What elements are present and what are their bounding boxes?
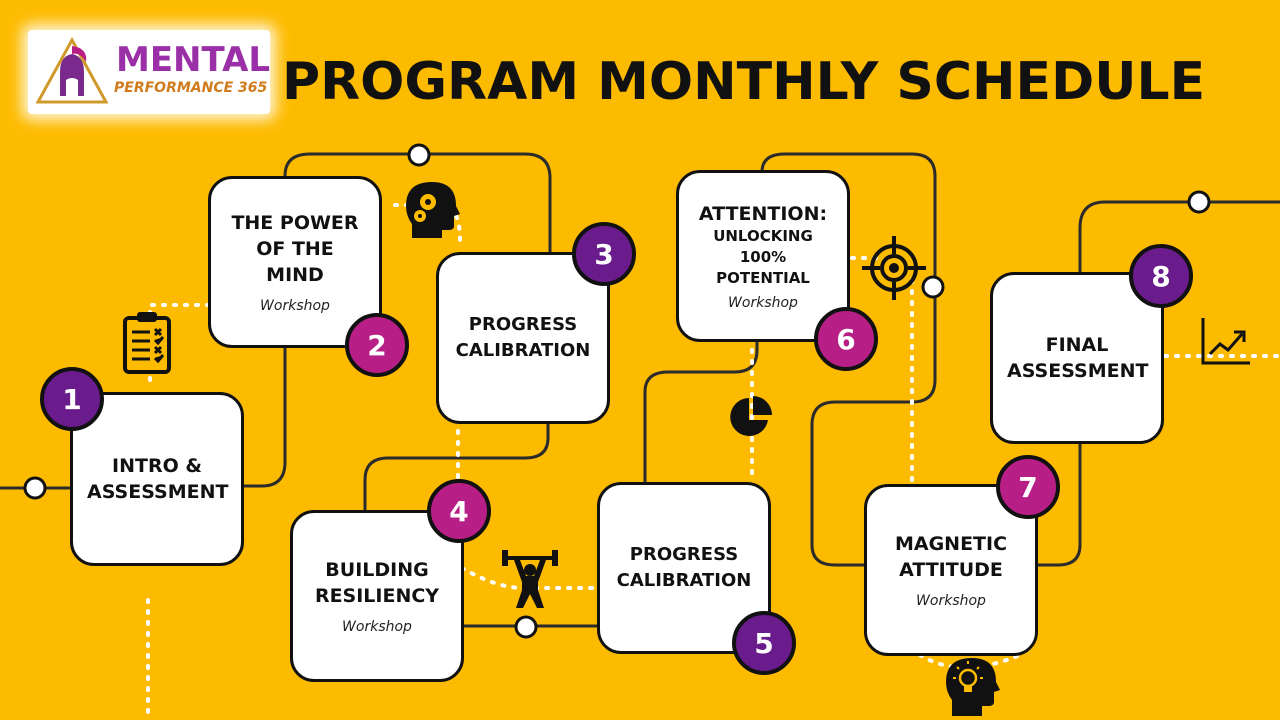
step-number-badge: 4 <box>427 479 491 543</box>
step-subtitle: Workshop <box>728 294 798 311</box>
step-number-badge: 1 <box>40 367 104 431</box>
step-title-line2: UNLOCKING 100% POTENTIAL <box>713 226 813 287</box>
step-subtitle: Workshop <box>342 619 412 635</box>
step-title: PROGRESS CALIBRATION <box>616 544 752 591</box>
step-title: THE POWER OF THE MIND <box>231 212 359 286</box>
step-number-badge: 2 <box>345 313 409 377</box>
step-title: FINAL ASSESSMENT <box>1007 334 1149 382</box>
step-number-badge: 8 <box>1129 244 1193 308</box>
step-title: PROGRESS CALIBRATION <box>455 314 591 361</box>
page-title: PROGRAM MONTHLY SCHEDULE <box>282 52 1206 112</box>
head-gears-icon <box>404 180 460 240</box>
logo-wordmark: MENTAL <box>116 40 271 80</box>
pie-chart-icon <box>728 394 774 440</box>
logo-subtitle: PERFORMANCE 365 <box>114 80 268 96</box>
step-number-badge: 3 <box>572 222 636 286</box>
step-subtitle: Workshop <box>916 593 986 609</box>
step-title: INTRO & ASSESSMENT <box>87 455 229 503</box>
step-number-badge: 5 <box>732 611 796 675</box>
target-crosshair-icon <box>862 236 926 300</box>
step-number-badge: 6 <box>814 307 878 371</box>
brand-logo <box>28 30 270 114</box>
spartan-helmet-logo-icon <box>36 36 108 106</box>
growth-chart-icon <box>1200 316 1252 366</box>
clipboard-checklist-icon <box>122 310 172 374</box>
step-title: MAGNETIC ATTITUDE <box>894 533 1008 581</box>
step-number-badge: 7 <box>996 455 1060 519</box>
weightlifter-icon <box>500 550 560 610</box>
step-title: BUILDING RESILIENCY <box>314 559 440 607</box>
head-lightbulb-icon <box>944 656 1000 716</box>
step-subtitle: Workshop <box>260 298 330 314</box>
step-title-line1: ATTENTION: <box>698 202 828 225</box>
